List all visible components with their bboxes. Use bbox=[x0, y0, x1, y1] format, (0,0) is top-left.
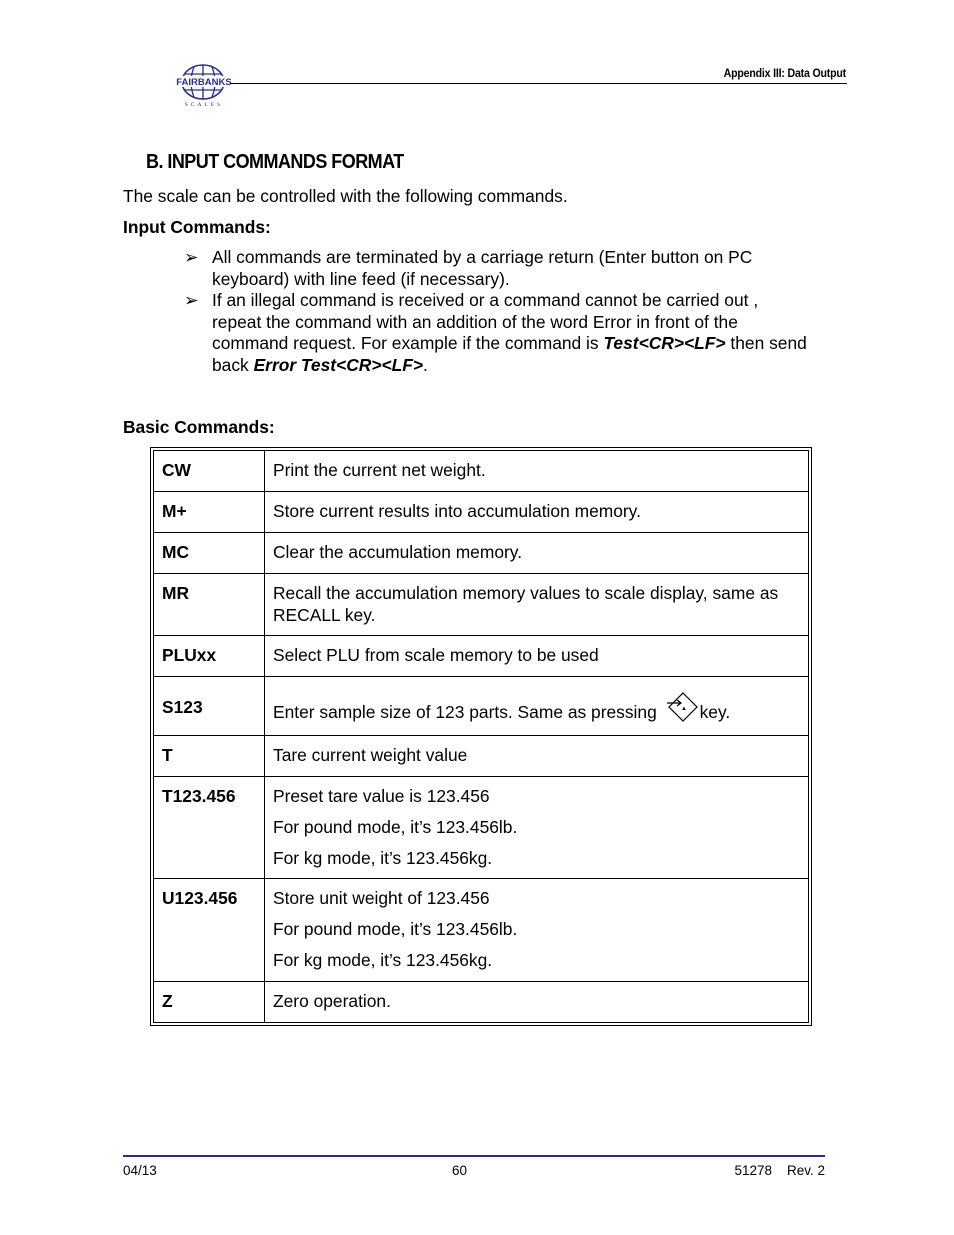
table-row bbox=[154, 636, 809, 677]
bullet-item bbox=[184, 247, 809, 291]
fairbanks-logo bbox=[170, 62, 238, 108]
table-row bbox=[154, 677, 809, 736]
command-code: T123.456 bbox=[154, 777, 265, 879]
command-description: Preset tare value is 123.456 For pound mode, it’s 123.456lb. For kg mode, it’s 123.456kg. bbox=[265, 777, 809, 879]
command-description: Tare current weight value bbox=[265, 736, 809, 777]
command-description: Store current results into accumulation memory. bbox=[265, 492, 809, 533]
table-row bbox=[154, 777, 809, 879]
document-number: 51278 Rev. 2 bbox=[734, 1163, 825, 1178]
command-code: MC bbox=[154, 533, 265, 574]
sample-key-icon bbox=[666, 691, 700, 723]
table-row bbox=[154, 574, 809, 636]
command-code: PLUxx bbox=[154, 636, 265, 677]
input-commands-label: Input Commands: bbox=[123, 217, 271, 237]
arrow-bullet-icon: ➢ bbox=[184, 247, 199, 267]
example-error-response: Error Test<CR><LF> bbox=[253, 354, 424, 375]
table-row bbox=[154, 492, 809, 533]
table-row bbox=[154, 451, 809, 492]
command-code: Z bbox=[154, 982, 265, 1023]
arrow-bullet-icon: ➢ bbox=[184, 290, 199, 310]
svg-text:▲: ▲ bbox=[680, 706, 687, 712]
table-row bbox=[154, 982, 809, 1023]
command-code: U123.456 bbox=[154, 879, 265, 982]
footer-rule bbox=[123, 1155, 825, 1157]
page-number: 60 bbox=[452, 1163, 468, 1178]
command-description: Recall the accumulation memory values to scale display, same as RECALL key. bbox=[273, 583, 779, 625]
command-description: Store unit weight of 123.456 For pound mode, it’s 123.456lb. For kg mode, it’s 123.456kg. bbox=[265, 879, 809, 982]
commands-table bbox=[150, 447, 812, 1026]
command-code: M+ bbox=[154, 492, 265, 533]
logo-text: FAIRBANKS bbox=[176, 77, 232, 88]
command-code: CW bbox=[154, 451, 265, 492]
command-description: Zero operation. bbox=[265, 982, 809, 1023]
command-description: Print the current net weight. bbox=[265, 451, 809, 492]
header-title: Appendix III: Data Output bbox=[723, 66, 846, 80]
command-code: S123 bbox=[154, 677, 265, 736]
bullet-text: All commands are terminated by a carriage return (Enter button on PC keyboard) with line feed (if necessary). bbox=[212, 247, 753, 289]
table-row bbox=[154, 533, 809, 574]
command-code: MR bbox=[154, 574, 265, 636]
command-description: Enter sample size of 123 parts. Same as pressing ▲ key. bbox=[265, 677, 809, 736]
command-code: T bbox=[154, 736, 265, 777]
example-command: Test<CR><LF> bbox=[603, 333, 726, 353]
basic-commands-label: Basic Commands: bbox=[123, 417, 275, 437]
command-description: Select PLU from scale memory to be used bbox=[265, 636, 809, 677]
table-row bbox=[154, 879, 809, 982]
footer-date: 04/13 bbox=[123, 1163, 157, 1178]
section-heading: B. INPUT COMMANDS FORMAT bbox=[146, 151, 404, 173]
intro-text: The scale can be controlled with the following commands. bbox=[123, 186, 568, 206]
header-rule bbox=[230, 83, 847, 84]
bullet-text: If an illegal command is received or a command cannot be carried out , repeat the command with an addition of the word Error in front of the command request. For example if the command is Test<CR><LF> then send back Error Test<CR><LF>. bbox=[212, 290, 807, 375]
bullet-item bbox=[184, 290, 809, 378]
table-row bbox=[154, 736, 809, 777]
logo-subtext: SCALES bbox=[184, 102, 224, 108]
command-description: Clear the accumulation memory. bbox=[265, 533, 809, 574]
